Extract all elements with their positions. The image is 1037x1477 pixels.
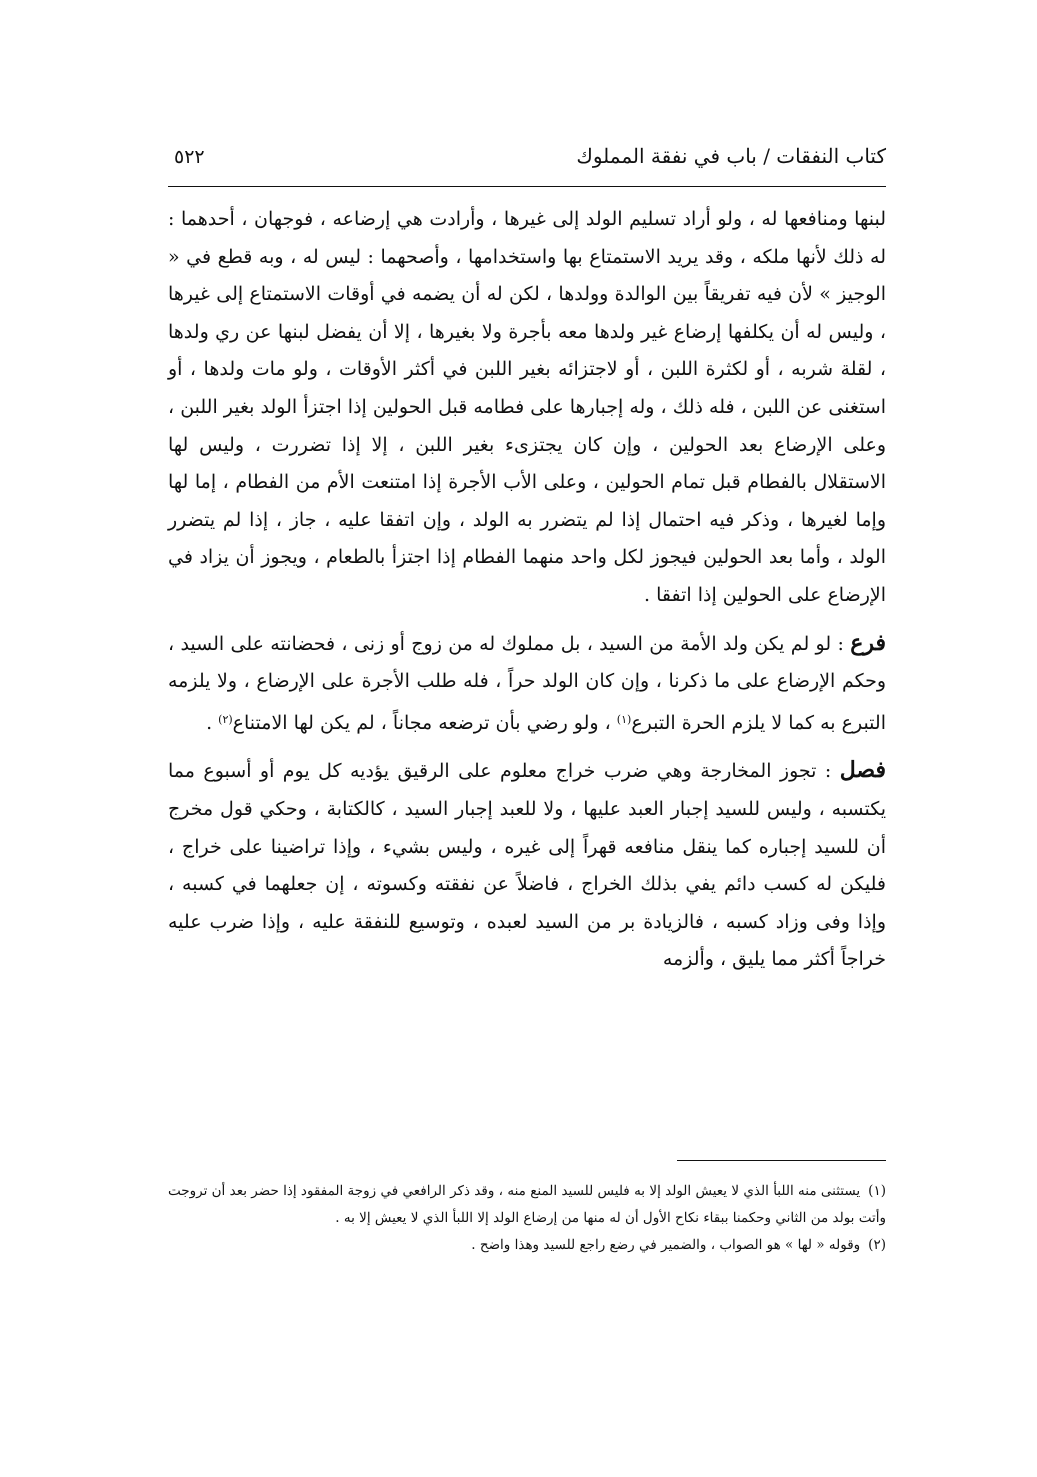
- paragraph-1: لبنها ومنافعها له ، ولو أراد تسليم الولد إلى غيرها ، وأرادت هي إرضاعه ، فوجهان ، أحدهما : له ذلك لأنها ملكه ، وقد يريد الاستمتاع بها واستخدامها ، وأصحهما : ليس له ، وبه قطع في « الوجيز » لأن فيه تفريقاً بين الوالدة وولدها ، لكن له أن يضمه في أوقات الاستمتاع إلى غيرها ، وليس له أن يكلفها إرضاع غير ولدها معه بأجرة ولا بغيرها ، إلا أن يفضل لبنها عن ري ولدها ، لقلة شربه ، أو لكثرة اللبن ، أو لاجتزائه بغير اللبن في أكثر الأوقات ، ولو مات ولدها ، أو استغنى عن اللبن ، فله ذلك ، وله إجبارها على فطامه قبل الحولين إذا اجتزأ الولد بغير اللبن ، وعلى الإرضاع بعد الحولين ، وإن كان يجتزىء بغير اللبن ، إلا إذا تضررت ، وليس لها الاستقلال بالفطام قبل تمام الحولين ، وعلى الأب الأجرة إذا امتنعت الأم من الفطام ، إما لها وإما لغيرها ، وذكر فيه احتمال إذا لم يتضرر به الولد ، وإن اتفقا عليه ، جاز ، إذا لم يتضرر الولد ، وأما بعد الحولين فيجوز لكل واحد منهما الفطام إذا اجتزأ بالطعام ، ويجوز أن يزاد في الإرضاع على الحولين إذا اتفقا .: [168, 208, 887, 606]
- footnote-1: [168, 1178, 886, 1232]
- footnote-1-mark: (١): [868, 1183, 886, 1199]
- footnote-2: [168, 1232, 886, 1259]
- section-lead-far: فرع: [850, 629, 886, 656]
- running-header: [168, 140, 886, 187]
- paragraph-3-text: : تجوز المخارجة وهي ضرب خراج معلوم على الرقيق يؤديه كل يوم أو أسبوع مما يكتسبه ، وليس للسيد إجبار العبد عليها ، ولا للعبد إجبار السيد ، كالكتابة ، وحكي قول مخرج أن للسيد إجباره كما ينقل منافعه قهراً إلى غيره ، وليس بشيء ، وإذا تراضينا على خراج ، فليكن له كسب دائم يفي بذلك الخراج ، فاضلاً عن نفقته وكسوته ، إن جعلهما في كسبه ، وإذا وفى وزاد كسبه ، فالزيادة بر من السيد لعبده ، وتوسيع للنفقة عليه ، وإذا ضرب عليه خراجاً أكثر مما يليق ، وألزمه: [168, 760, 886, 971]
- paragraph-2: [168, 625, 886, 743]
- footnote-ref-1: (١): [616, 712, 632, 726]
- footnote-ref-2: (٢): [218, 712, 233, 726]
- page-number: ٥٢٢: [174, 146, 205, 168]
- header-title: كتاب النفقات / باب في نفقة المملوك: [576, 144, 886, 168]
- paragraph-2-text-c: .: [206, 711, 219, 734]
- footnote-2-mark: (٢): [868, 1237, 886, 1253]
- section-lead-fasl: فصل: [839, 757, 886, 784]
- footnotes: [168, 1178, 886, 1259]
- main-text: [168, 201, 886, 979]
- paragraph-2-text-b: ، ولو رضي بأن ترضعه مجاناً ، لم يكن لها الامتناع: [232, 711, 617, 734]
- footnote-divider: [677, 1160, 886, 1161]
- footnote-1-text: يستثنى منه اللبأ الذي لا يعيش الولد إلا به فليس للسيد المنع منه ، وقد ذكر الرافعي في زوجة المفقود إذا حضر بعد أن تروجت وأتت بولد من الثاني وحكمنا ببقاء نكاح الأول أن له منها من إرضاع الولد إلا اللبأ الذي لا يعيش إلا به .: [168, 1183, 886, 1226]
- footnote-2-text: وقوله « لها » هو الصواب ، والضمير في رضع راجع للسيد وهذا واضح .: [471, 1237, 861, 1253]
- paragraph-2-text-a: : لو لم يكن ولد الأمة من السيد ، بل مملوك له من زوج أو زنى ، فحضانته على السيد ، وحكم الإرضاع على ما ذكرنا ، وإن كان الولد حراً ، فله طلب الأجرة على الإرضاع ، ولا يلزمه التبرع به كما لا يلزم الحرة التبرع: [168, 632, 886, 734]
- paragraph-3: [168, 752, 886, 979]
